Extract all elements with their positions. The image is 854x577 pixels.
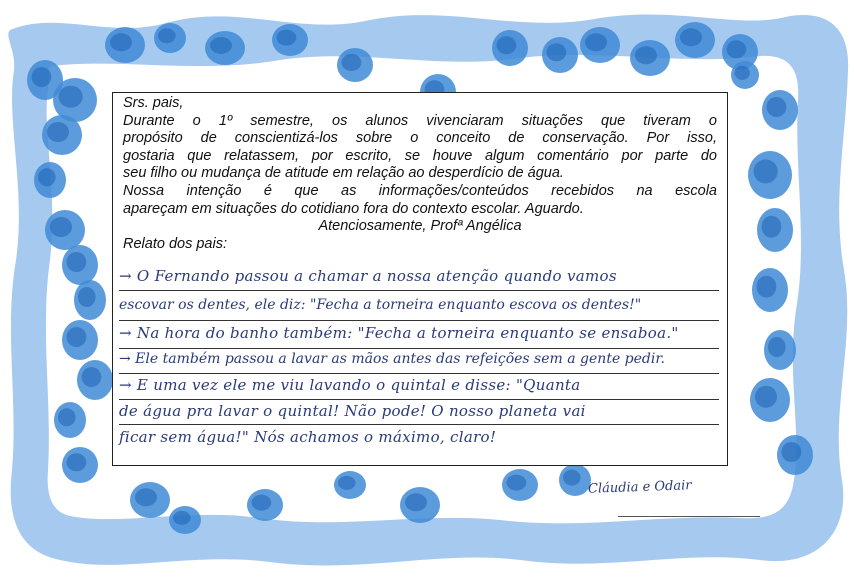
paint-fingerprint-core (767, 97, 787, 117)
paint-fingerprint-core (680, 28, 702, 46)
paint-fingerprint-core (727, 40, 747, 58)
handwritten-line: ficar sem água!" Nós achamos o máximo, claro! (119, 428, 497, 446)
paint-fingerprint-core (32, 67, 52, 87)
handwritten-line: escovar os dentes, ele diz: "Fecha a torneira enquanto escova os dentes!" (119, 297, 642, 313)
paint-fingerprint-core (82, 367, 102, 387)
paint-fingerprint-core (67, 252, 87, 272)
letter-paragraph1-line: Durante o 1º semestre, os alunos vivenciaram situações que tiveram o (123, 112, 717, 129)
paint-fingerprint-core (585, 33, 607, 51)
letter-paragraph1-line: seu filho ou mudança de atitude em relação ao desperdício de água. (123, 165, 564, 182)
paint-fingerprint-core (547, 43, 567, 61)
paint-fingerprint-core (754, 159, 778, 183)
paint-fingerprint-core (58, 408, 76, 426)
paint-fingerprint-core (338, 476, 356, 490)
handwritten-line: → Ele também passou a lavar as mãos antes das refeições sem a gente pedir. (119, 351, 665, 367)
letter-paragraph2-line: apareçam em situações do cotidiano fora do contexto escolar. Aguardo. (123, 200, 584, 217)
paint-fingerprint-core (635, 46, 657, 64)
paint-fingerprint-core (38, 168, 56, 186)
writing-rule (119, 348, 719, 349)
parents-signature: Cláudia e Odair (587, 478, 692, 497)
writing-rule (119, 373, 719, 374)
paint-fingerprint-core (67, 453, 87, 471)
letter-card (112, 92, 728, 466)
signature-line (618, 516, 760, 517)
paint-fingerprint-core (78, 287, 96, 307)
paint-fingerprint-core (50, 217, 72, 237)
paint-fingerprint-core (59, 86, 83, 108)
writing-rule (119, 399, 719, 400)
paint-fingerprint-core (252, 495, 272, 511)
report-label: Relato dos pais: (123, 235, 227, 252)
handwritten-line: → Na hora do banho também: "Fecha a torneira enquanto se ensaboa." (119, 324, 679, 342)
paint-fingerprint-core (782, 442, 802, 462)
writing-rule (119, 424, 719, 425)
paint-fingerprint-core (757, 276, 777, 298)
paint-fingerprint-core (755, 386, 777, 408)
paint-fingerprint-core (135, 488, 157, 506)
letter-paragraph1-line: gostaria que relatassem, por escrito, se houve algum comentário por parte do (123, 147, 717, 164)
writing-rule (119, 320, 719, 321)
handwritten-line: de água pra lavar o quintal! Não pode! O nosso planeta vai (119, 402, 586, 420)
handwritten-line: → E uma vez ele me viu lavando o quintal e disse: "Quanta (119, 376, 581, 394)
paint-fingerprint-core (47, 122, 69, 142)
handwritten-line: → O Fernando passou a chamar a nossa atenção quando vamos (119, 267, 617, 285)
paint-fingerprint-core (768, 337, 786, 357)
paint-fingerprint-core (342, 54, 362, 71)
letter-greeting: Srs. pais, (123, 95, 184, 111)
paint-fingerprint-core (563, 470, 581, 486)
paint-fingerprint-core (497, 36, 517, 54)
letter-closing: Atenciosamente, Profª Angélica (318, 218, 522, 235)
letter-paragraph2-line: Nossa intenção é que as informações/conteúdos recebidos na escola (123, 182, 717, 199)
paint-fingerprint-core (277, 30, 297, 46)
paint-fingerprint-core (173, 511, 191, 525)
paint-fingerprint-core (110, 33, 132, 51)
paint-fingerprint-core (762, 216, 782, 238)
printed-letter (123, 95, 717, 253)
paint-fingerprint-core (735, 66, 750, 80)
paint-fingerprint-core (67, 327, 87, 347)
writing-rule (119, 290, 719, 291)
paint-fingerprint-core (507, 475, 527, 491)
paint-fingerprint-core (405, 493, 427, 511)
paint-fingerprint-core (158, 28, 176, 43)
letter-paragraph1-line: propósito de conscientizá-los sobre o conceito de conservação. Por isso, (123, 130, 717, 147)
paint-fingerprint-core (210, 37, 232, 54)
